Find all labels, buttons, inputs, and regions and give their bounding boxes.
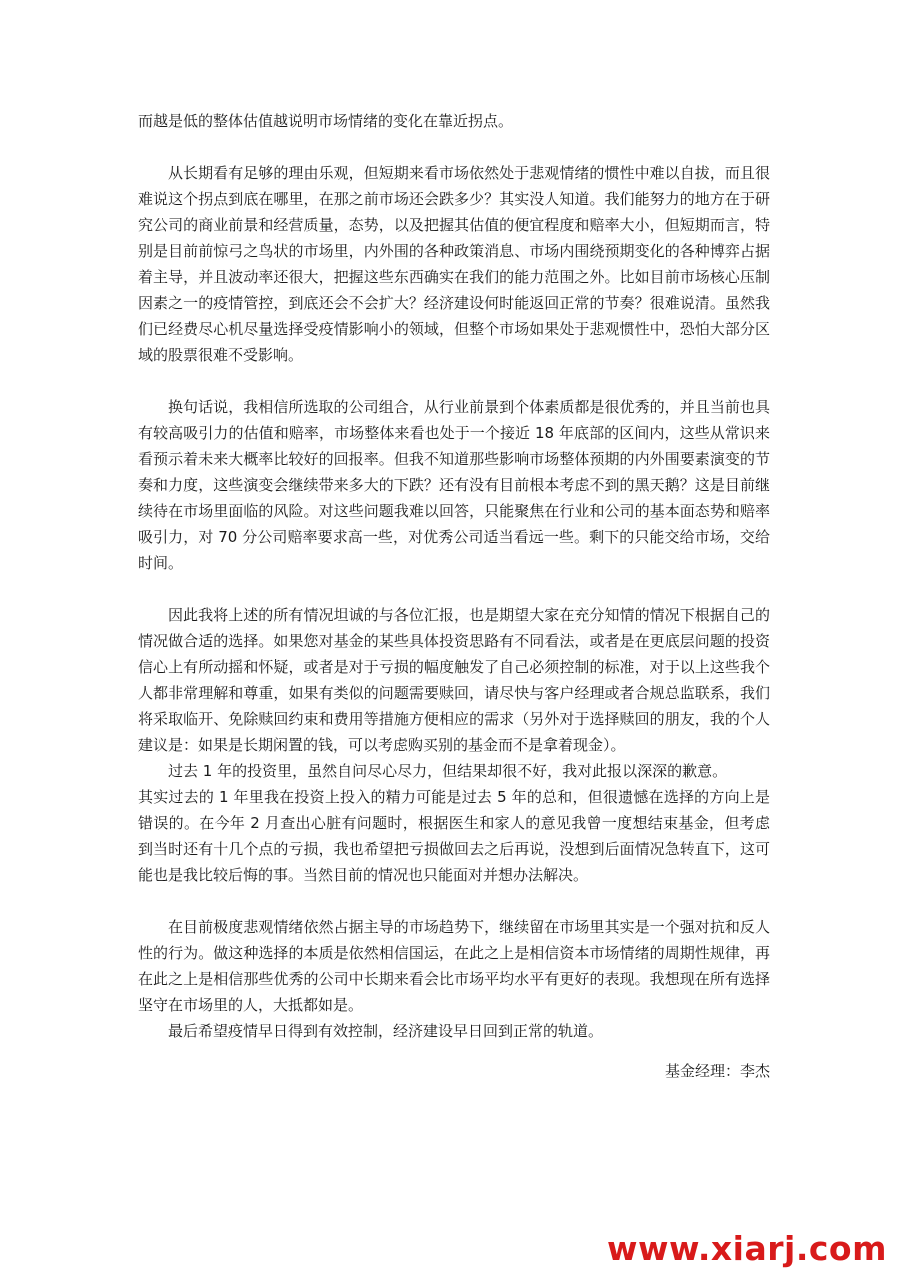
paragraph-redemption-notice: 因此我将上述的所有情况坦诚的与各位汇报，也是期望大家在充分知情的情况下根据自己的情况做合适的选择。如果您对基金的某些具体投资思路有不同看法，或者是在更底层问题的投资信心上有所动摇和怀疑，或者是对于亏损的幅度触发了自己必须控制的标准，对于以上这些我个人都非常理解和尊重，如果有类似的问题需要赎回，请尽快与客户经理或者合规总监联系，我们将采取临开、免除赎回约束和费用等措施方便相应的需求（另外对于选择赎回的朋友，我的个人建议是：如果是长期闲置的钱，可以考虑购买别的基金而不是拿着现金）。	[138, 606, 770, 754]
paragraph-portfolio-view: 换句话说，我相信所选取的公司组合，从行业前景到个体素质都是很优秀的，并且当前也具有较高吸引力的估值和赔率，市场整体来看也处于一个接近 18 年底部的区间内，这些从常识来看预示着未来大概率比较好的回报率。但我不知道那些影响市场整体预期的内外围要素演变的节奏和力度，这些演变会继续带来多大的下跌？还有没有目前根本考虑不到的黑天鹅？这是目前继续待在市场里面临的风险。对这些问题我难以回答，只能聚焦在行业和公司的基本面态势和赔率吸引力，对 70 分公司赔率要求高一些，对优秀公司适当看远一些。剩下的只能交给市场，交给时间。	[138, 398, 770, 572]
paragraph-long-term-view: 从长期看有足够的理由乐观，但短期来看市场依然处于悲观情绪的惯性中难以自拔，而且很难说这个拐点到底在哪里，在那之前市场还会跌多少？其实没人知道。我们能努力的地方在于研究公司的商业前景和经营质量，态势，以及把握其估值的便宜程度和赔率大小，但短期而言，特别是目前前惊弓之鸟状的市场里，内外围的各种政策消息、市场内围绕预期变化的各种博弈占据着主导，并且波动率还很大，把握这些东西确实在我们的能力范围之外。比如目前市场核心压制因素之一的疫情管控，到底还会不会扩大？经济建设何时能返回正常的节奏？很难说清。虽然我们已经费尽心机尽量选择受疫情影响小的领域，但整个市场如果处于悲观惯性中，恐怕大部分区域的股票很难不受影响。	[138, 164, 770, 364]
paragraph-closing-wish: 最后希望疫情早日得到有效控制，经济建设早日回到正常的轨道。	[168, 1022, 604, 1040]
paragraph-past-year: 其实过去的 1 年里我在投资上投入的精力可能是过去 5 年的总和，但很遗憾在选择的方向上是错误的。在今年 2 月查出心脏有问题时，根据医生和家人的意见我曾一度想结束基金，但考虑到当时还有十几个点的亏损，我也希望把亏损做回去之后再说，没想到后面情况急转直下，这可能也是我比较后悔的事。当然目前的情况也只能面对并想办法解决。	[138, 788, 770, 884]
signature-fund-manager: 基金经理：李杰	[664, 1062, 770, 1080]
letter-body	[138, 108, 770, 1044]
paragraph-continuation: 而越是低的整体估值越说明市场情绪的变化在靠近拐点。	[138, 112, 514, 130]
site-watermark: www.xiarj.com	[607, 1229, 887, 1268]
paragraph-apology: 过去 1 年的投资里，虽然自问尽心尽力，但结果却很不好，我对此报以深深的歉意。	[168, 762, 728, 780]
paragraph-staying-in-market: 在目前极度悲观情绪依然占据主导的市场趋势下，继续留在市场里其实是一个强对抗和反人性的行为。做这种选择的本质是依然相信国运，在此之上是相信资本市场情绪的周期性规律，再在此之上是相信那些优秀的公司中长期来看会比市场平均水平有更好的表现。我想现在所有选择坚守在市场里的人，大抵都如是。	[138, 918, 770, 1014]
